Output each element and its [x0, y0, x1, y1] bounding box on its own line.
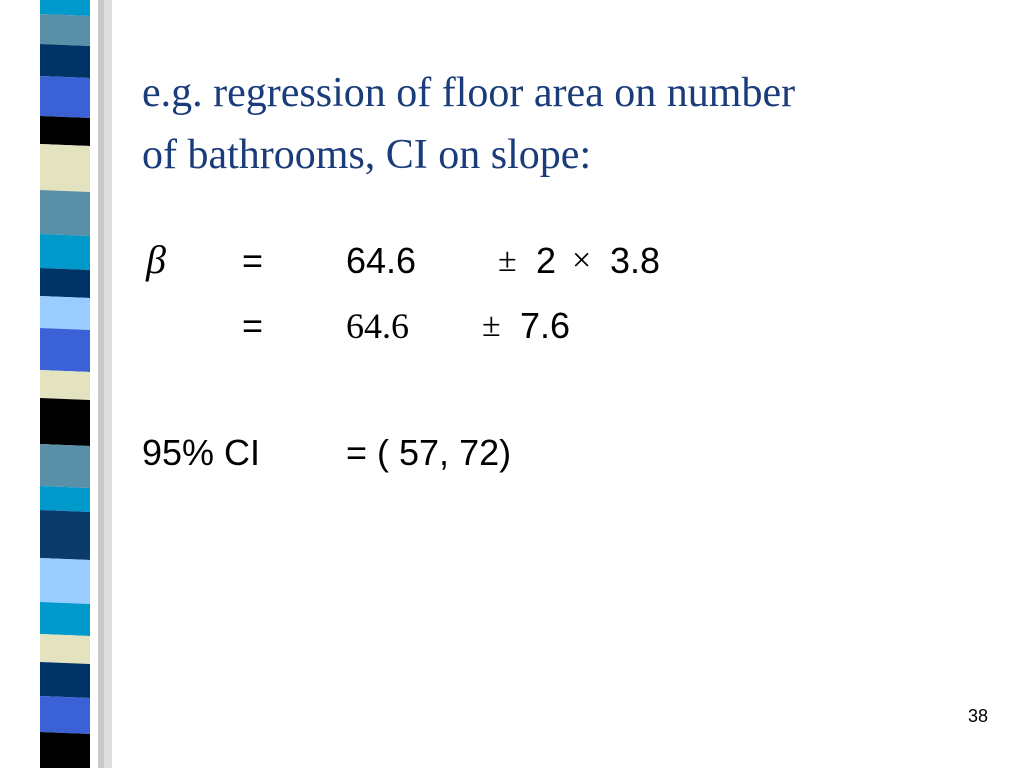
row1-times: × [572, 242, 592, 279]
ci-label: 95% CI [142, 432, 261, 473]
slide-title-line-1: e.g. regression of floor area on number [142, 70, 796, 116]
row1-standard-error: 3.8 [610, 240, 661, 281]
row2-margin: 7.6 [520, 305, 571, 346]
row1-estimate: 64.6 [346, 240, 417, 281]
row1-plus-minus: ± [498, 242, 517, 279]
row2-equals: = [242, 305, 264, 346]
slide-title [142, 62, 1002, 186]
page-number: 38 [967, 706, 988, 726]
row1-equals: = [242, 240, 264, 281]
beta-symbol: β [146, 237, 166, 282]
stripe-bar-graphic [0, 0, 115, 768]
row2-estimate: 64.6 [346, 306, 409, 346]
row2-plus-minus: ± [482, 307, 501, 344]
row1-multiplier: 2 [536, 240, 557, 281]
slide-title-line-2: of bathrooms, CI on slope: [142, 132, 592, 178]
ci-value: = ( 57, 72) [346, 432, 512, 473]
decorative-stripe-bar [0, 0, 115, 768]
